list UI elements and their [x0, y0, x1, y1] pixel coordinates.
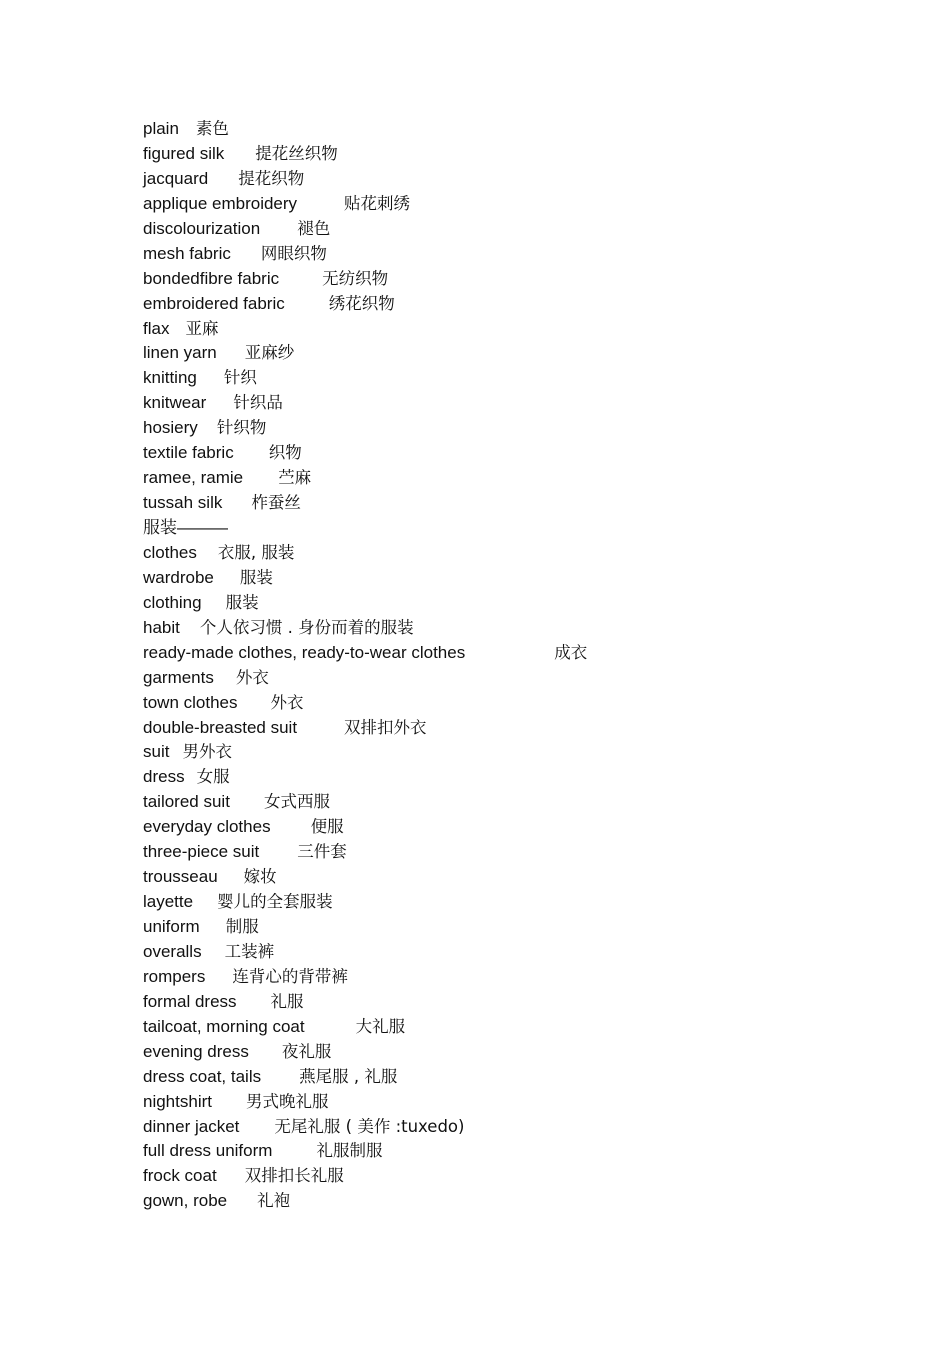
term-english: applique embroidery [143, 193, 298, 213]
term-english: bondedfibre fabric [143, 268, 280, 288]
term-chinese: 绣花织物 [328, 293, 395, 313]
glossary-entry [143, 341, 863, 366]
term-chinese: 亚麻纱 [244, 343, 295, 363]
term-english: knitting [143, 368, 197, 388]
term-chinese: 织物 [268, 443, 302, 463]
term-chinese: 亚麻 [185, 318, 219, 338]
term-chinese: 工装裤 [224, 941, 275, 961]
glossary-entry [143, 366, 863, 391]
term-english: three-piece suit [143, 842, 260, 862]
term-english: jacquard [143, 168, 209, 188]
glossary-entry [143, 740, 863, 765]
term-english: figured silk [143, 143, 225, 163]
term-english: rompers [143, 966, 206, 986]
term-chinese: 男式晚礼服 [245, 1091, 329, 1111]
glossary-entry [143, 616, 863, 641]
term-chinese: 礼服制服 [316, 1141, 383, 1161]
glossary-entry [143, 217, 863, 242]
term-english: formal dress [143, 991, 237, 1011]
term-chinese: 无尾礼服 ( 美作 :tuxedo) [274, 1116, 465, 1136]
term-chinese: 提花织物 [238, 168, 305, 188]
term-chinese: 双排扣长礼服 [244, 1166, 344, 1186]
term-chinese: 针织物 [216, 418, 267, 438]
glossary-entry [143, 192, 863, 217]
term-chinese: 网眼织物 [260, 243, 327, 263]
term-chinese: 柞蚕丝 [251, 493, 301, 513]
glossary-entry [143, 466, 863, 491]
glossary-entry [143, 716, 863, 741]
term-chinese: 针织 [223, 368, 257, 388]
term-chinese: 婴儿的全套服装 [217, 892, 333, 912]
term-english: tailored suit [143, 792, 230, 812]
term-english: dinner jacket [143, 1116, 240, 1136]
term-chinese: 服装 [239, 567, 273, 587]
term-english: hosiery [143, 418, 198, 438]
glossary-entry [143, 1090, 863, 1115]
glossary-entry [143, 765, 863, 790]
term-chinese: 男外衣 [182, 742, 232, 762]
term-english: discolourization [143, 218, 261, 238]
term-english: overalls [143, 941, 202, 961]
term-chinese: 礼袍 [257, 1191, 291, 1211]
term-chinese: 成衣 [554, 642, 588, 662]
term-english: habit [143, 617, 180, 637]
glossary-entry [143, 292, 863, 317]
term-chinese: 三件套 [297, 842, 347, 862]
term-chinese: 衣服, 服装 [217, 542, 295, 562]
glossary-entry [143, 1115, 863, 1140]
term-chinese: 提花丝织物 [255, 143, 338, 163]
term-chinese: 服装 [225, 592, 259, 612]
term-english: layette [143, 892, 194, 912]
glossary-entry [143, 242, 863, 267]
term-english: nightshirt [143, 1091, 212, 1111]
glossary-entry [143, 1189, 863, 1214]
glossary-entry [143, 641, 863, 666]
term-english: textile fabric [143, 443, 234, 463]
term-english: embroidered fabric [143, 293, 285, 313]
glossary-entry [143, 965, 863, 990]
glossary-entry [143, 167, 863, 192]
term-english: ready-made clothes, ready-to-wear clothes [143, 642, 466, 662]
term-english: full dress uniform [143, 1141, 273, 1161]
term-english: clothing [143, 592, 202, 612]
glossary-entry [143, 591, 863, 616]
term-english: knitwear [143, 393, 207, 413]
glossary-entry [143, 1040, 863, 1065]
term-english: wardrobe [143, 567, 214, 587]
glossary-entry [143, 840, 863, 865]
glossary-entry [143, 267, 863, 292]
term-chinese: 素色 [195, 119, 229, 138]
glossary-list [143, 117, 863, 1214]
term-chinese: 外衣 [235, 667, 269, 687]
glossary-entry [143, 566, 863, 591]
term-english: tussah silk [143, 493, 223, 513]
glossary-entry [143, 915, 863, 940]
term-english: gown, robe [143, 1191, 228, 1211]
term-chinese: 大礼服 [355, 1016, 406, 1036]
glossary-entry [143, 691, 863, 716]
glossary-entry [143, 1015, 863, 1040]
term-chinese: 嫁妆 [243, 867, 277, 887]
term-english: suit [143, 742, 170, 762]
glossary-entry [143, 541, 863, 566]
glossary-entry [143, 790, 863, 815]
glossary-entry [143, 890, 863, 915]
term-english: plain [143, 119, 179, 138]
glossary-entry [143, 416, 863, 441]
term-chinese: 外衣 [270, 692, 304, 712]
glossary-entry [143, 1065, 863, 1090]
term-english: garments [143, 667, 214, 687]
term-english: town clothes [143, 692, 238, 712]
glossary-entry [143, 441, 863, 466]
term-english: dress [143, 767, 185, 787]
term-english: uniform [143, 917, 200, 936]
glossary-entry [143, 865, 863, 890]
glossary-entry [143, 117, 863, 142]
term-chinese: 双排扣外衣 [344, 717, 427, 737]
term-chinese: 女式西服 [263, 792, 330, 812]
term-chinese: 制服 [225, 917, 259, 936]
term-chinese: 礼服 [270, 991, 304, 1011]
glossary-entry [143, 491, 863, 516]
glossary-entry [143, 1164, 863, 1189]
term-chinese: 针织品 [233, 393, 283, 413]
term-english: trousseau [143, 867, 218, 887]
term-chinese: 个人依习惯 . 身份而着的服装 [199, 617, 414, 637]
term-english: double-breasted suit [143, 717, 298, 737]
glossary-entry [143, 990, 863, 1015]
term-chinese: 便服 [310, 817, 344, 837]
glossary-entry [143, 516, 863, 541]
term-chinese: 贴花刺绣 [344, 193, 411, 213]
glossary-entry [143, 317, 863, 342]
glossary-entry [143, 815, 863, 840]
term-english: 服装——— [143, 518, 228, 537]
term-chinese: 无纺织物 [322, 268, 389, 288]
glossary-entry [143, 391, 863, 416]
term-english: frock coat [143, 1166, 217, 1186]
term-english: tailcoat, morning coat [143, 1016, 305, 1036]
term-english: linen yarn [143, 343, 217, 363]
term-english: everyday clothes [143, 817, 271, 837]
term-english: flax [143, 318, 170, 338]
glossary-entry [143, 940, 863, 965]
term-chinese: 连背心的背带裤 [232, 966, 348, 986]
term-chinese: 夜礼服 [281, 1041, 332, 1061]
term-chinese: 褪色 [297, 218, 331, 238]
glossary-entry [143, 142, 863, 167]
term-chinese: 女服 [196, 767, 230, 787]
glossary-entry [143, 1139, 863, 1164]
term-chinese: 苎麻 [278, 468, 312, 488]
term-english: clothes [143, 542, 197, 562]
glossary-entry [143, 666, 863, 691]
term-english: dress coat, tails [143, 1066, 262, 1086]
term-english: mesh fabric [143, 243, 231, 263]
term-english: evening dress [143, 1041, 249, 1061]
term-english: ramee, ramie [143, 468, 244, 488]
term-chinese: 燕尾服 , 礼服 [299, 1066, 398, 1086]
